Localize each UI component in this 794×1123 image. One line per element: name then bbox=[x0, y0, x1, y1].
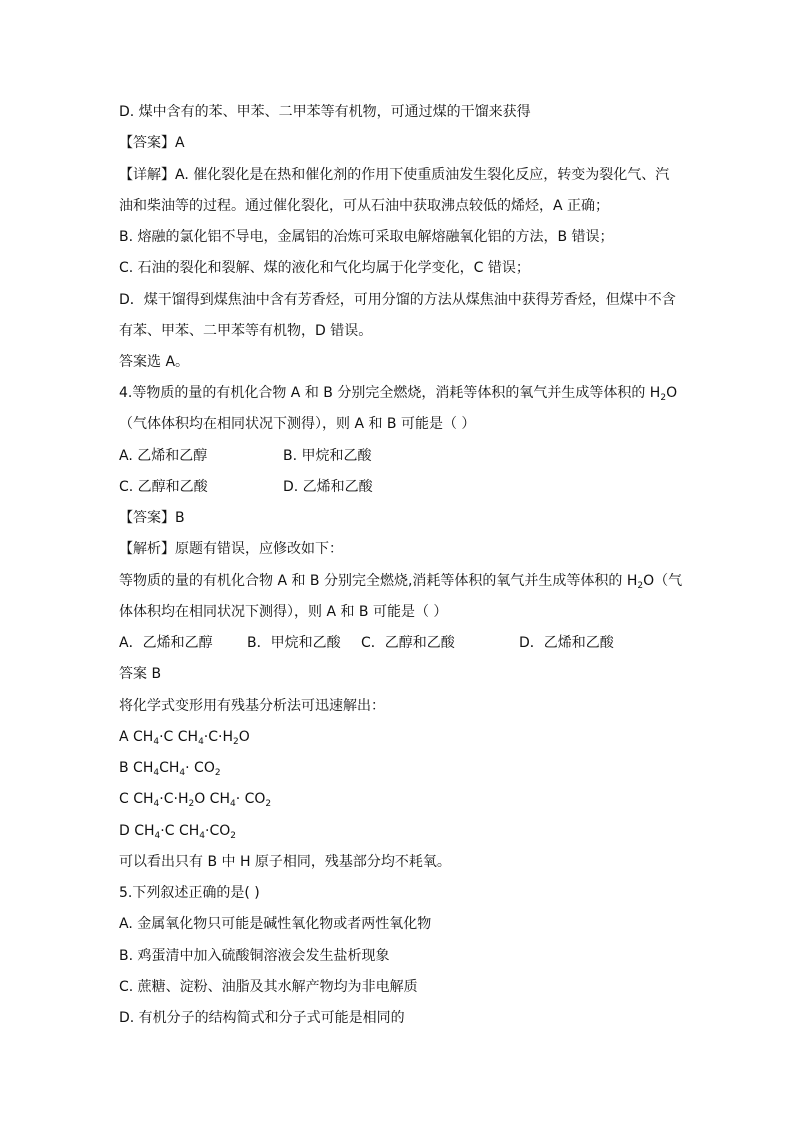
subscript: 4 bbox=[154, 831, 161, 841]
q3-detail-a-line1: 【详解】A. 催化裂化是在热和催化剂的作用下使重质油发生裂化反应，转变为裂化气、汽 bbox=[119, 167, 670, 183]
subscript: 4 bbox=[229, 799, 236, 809]
q4-revised-stem-line1 bbox=[119, 571, 682, 591]
q4-option-b: B. 甲烷和乙酸 bbox=[283, 448, 372, 464]
subscript: 4 bbox=[153, 737, 160, 747]
q4-revised-text: 等物质的量的有机化合物 A 和 B 分别完全燃烧,消耗等体积的氧气并生成等体积的 H bbox=[119, 573, 638, 589]
subscript: 2 bbox=[660, 393, 667, 403]
formula-c bbox=[119, 789, 271, 809]
q5-option-a: A. 金属氧化物只可能是碱性氧化物或者两性氧化物 bbox=[119, 916, 432, 932]
q5-option-d: D. 有机分子的结构简式和分子式可能是相同的 bbox=[119, 1010, 405, 1026]
q4-option-d: D. 乙烯和乙酸 bbox=[283, 479, 373, 495]
formula-text: CH bbox=[159, 760, 180, 776]
subscript: 2 bbox=[233, 737, 239, 747]
q5-option-c: C. 蔗糖、淀粉、油脂及其水解产物均为非电解质 bbox=[119, 979, 418, 995]
q3-option-d: D. 煤中含有的苯、甲苯、二甲苯等有机物，可通过煤的干馏来获得 bbox=[119, 104, 531, 120]
q5-option-b: B. 鸡蛋清中加入硫酸铜溶液会发生盐析现象 bbox=[119, 948, 390, 964]
q5-stem: 5.下列叙述正确的是( ) bbox=[119, 885, 260, 901]
q4-revised-option-d: D．乙烯和乙酸 bbox=[519, 635, 614, 651]
formula-text: · CO bbox=[185, 760, 215, 776]
subscript: 4 bbox=[153, 799, 160, 809]
q4-revised-tail: O（气 bbox=[643, 573, 683, 589]
formula-text: C CH bbox=[119, 791, 154, 807]
formula-text: ·C·H bbox=[159, 791, 189, 807]
q4-revised-option-a: A．乙烯和乙醇 bbox=[119, 635, 213, 651]
q4-answer: 【答案】B bbox=[119, 510, 185, 526]
q4-revised-stem-line2: 体体积均在相同状况下测得），则 A 和 B 可能是（ ） bbox=[119, 604, 448, 620]
subscript: 4 bbox=[153, 768, 160, 778]
q4-stem-text: 4.等物质的量的有机化合物 A 和 B 分别完全燃烧，消耗等体积的氧气并生成等体积的 H bbox=[119, 385, 661, 401]
q4-analysis-head: 【解析】原题有错误，应修改如下： bbox=[119, 541, 343, 557]
q4-stem-line1 bbox=[119, 383, 677, 403]
q4-revised-answer: 答案 B bbox=[119, 666, 162, 682]
formula-text: D CH bbox=[119, 823, 155, 839]
subscript: 4 bbox=[179, 768, 186, 778]
formula-b bbox=[119, 758, 221, 778]
subscript: 2 bbox=[637, 581, 644, 591]
subscript: 2 bbox=[214, 768, 221, 778]
subscript: 4 bbox=[198, 737, 204, 747]
q4-option-c: C. 乙醇和乙酸 bbox=[119, 479, 208, 495]
q3-detail-d-line1: D．煤干馏得到煤焦油中含有芳香烃，可用分馏的方法从煤焦油中获得芳香烃，但煤中不含 bbox=[119, 292, 676, 308]
q4-conclusion: 可以看出只有 B 中 H 原子相同，残基部分均不耗氧。 bbox=[119, 854, 451, 870]
formula-d bbox=[119, 821, 236, 841]
q3-detail-c: C. 石油的裂化和裂解、煤的液化和气化均属于化学变化，C 错误； bbox=[119, 260, 530, 276]
subscript: 2 bbox=[230, 831, 236, 841]
formula-text: B CH bbox=[119, 760, 154, 776]
q3-detail-b: B. 熔融的氯化铝不导电，金属铝的冶炼可采取电解熔融氧化铝的方法，B 错误； bbox=[119, 229, 614, 245]
q3-detail-a-line2: 油和柴油等的过程。通过催化裂化，可从石油中获取沸点较低的烯烃，A 正确； bbox=[119, 198, 610, 214]
q4-stem-line2: （气体体积均在相同状况下测得），则 A 和 B 可能是（ ） bbox=[119, 416, 476, 432]
formula-text: ·C·H bbox=[203, 729, 233, 745]
q4-option-a: A. 乙烯和乙醇 bbox=[119, 448, 208, 464]
formula-a bbox=[119, 727, 250, 747]
subscript: 2 bbox=[265, 799, 272, 809]
formula-text: ·CO bbox=[205, 823, 231, 839]
subscript: 4 bbox=[199, 831, 205, 841]
q4-stem-tail: O bbox=[666, 385, 678, 401]
formula-text: ·C CH bbox=[160, 823, 200, 839]
formula-text: · CO bbox=[235, 791, 266, 807]
formula-text: A CH bbox=[119, 729, 154, 745]
subscript: 2 bbox=[188, 799, 195, 809]
formula-text: O CH bbox=[194, 791, 230, 807]
q3-detail-d-line2: 有苯、甲苯、二甲苯等有机物，D 错误。 bbox=[119, 323, 373, 339]
formula-text: O bbox=[238, 729, 250, 745]
q4-revised-option-b: B．甲烷和乙酸 bbox=[247, 635, 341, 651]
q4-revised-option-c: C．乙醇和乙酸 bbox=[361, 635, 455, 651]
q3-conclusion: 答案选 A。 bbox=[119, 354, 190, 370]
formula-text: ·C CH bbox=[159, 729, 199, 745]
q4-method: 将化学式变形用有残基分析法可迅速解出： bbox=[119, 698, 385, 714]
q3-answer: 【答案】A bbox=[119, 135, 185, 151]
